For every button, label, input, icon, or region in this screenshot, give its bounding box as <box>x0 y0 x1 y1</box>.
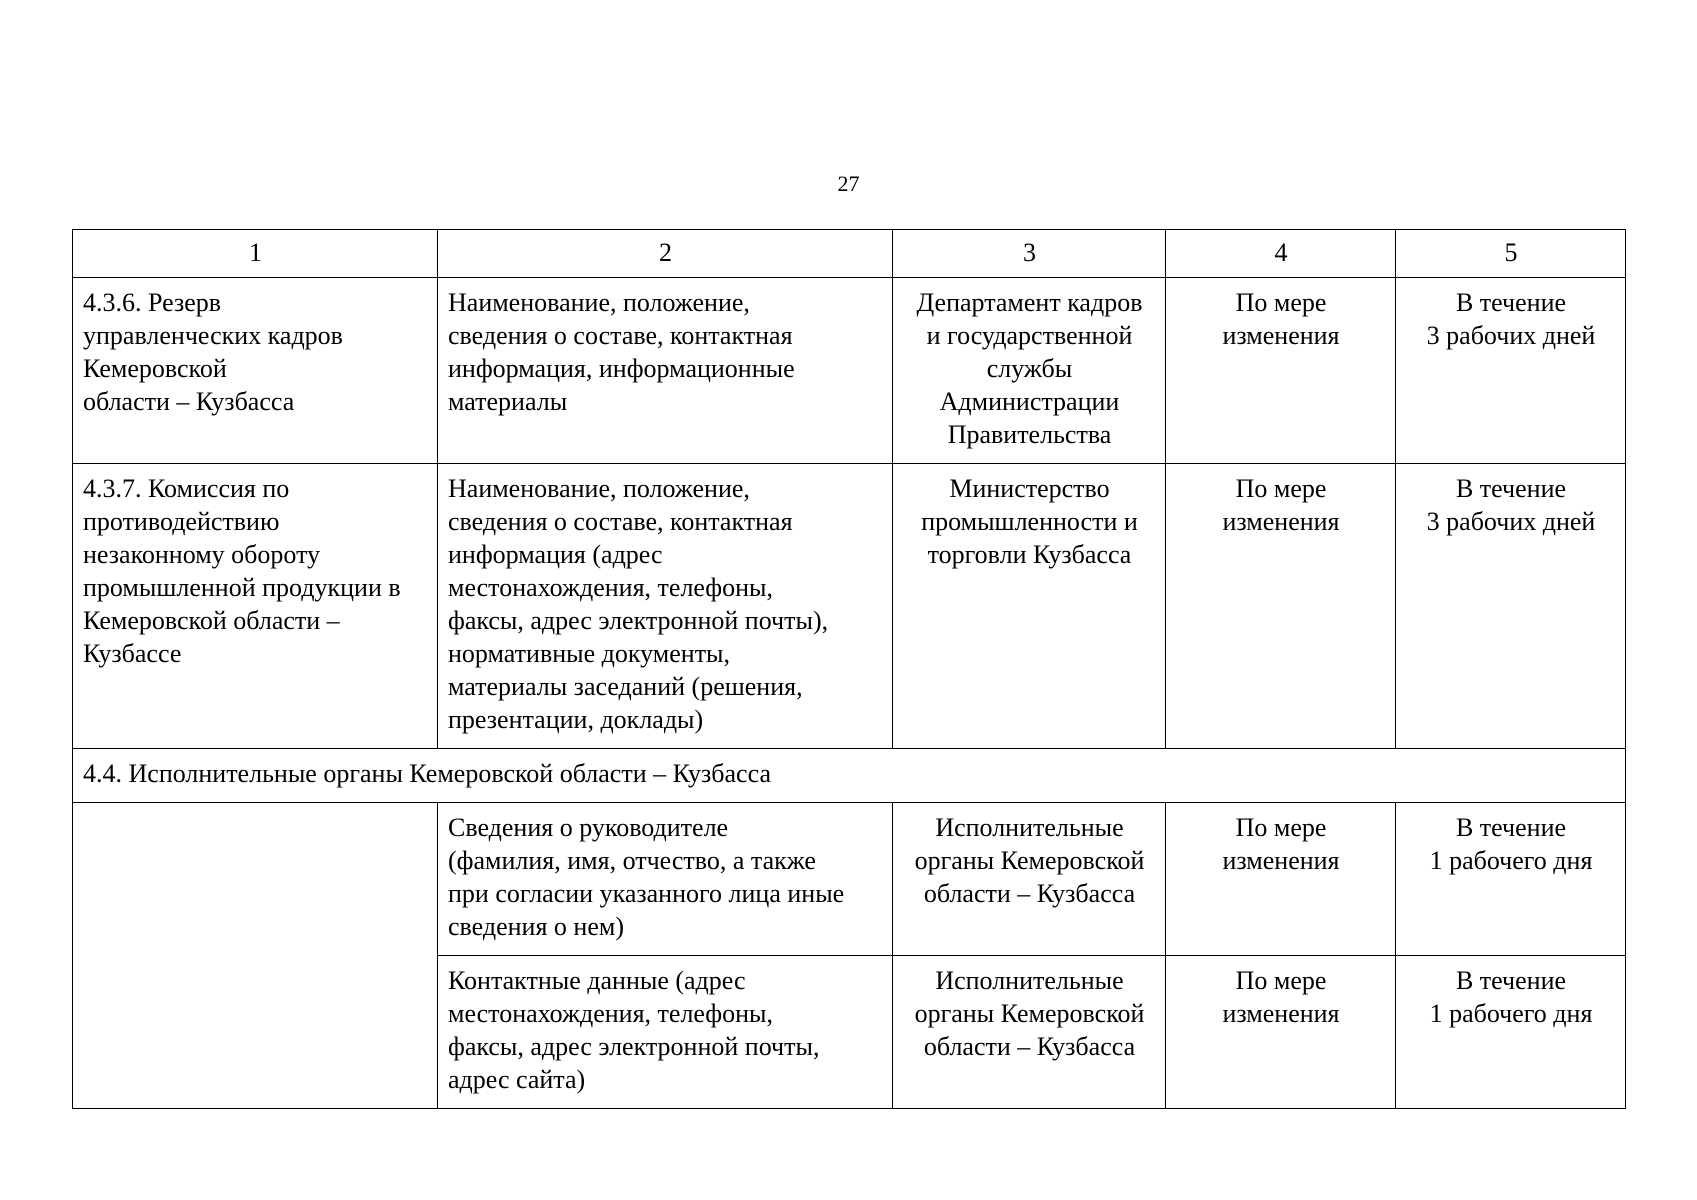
header-cell-3: 3 <box>893 230 1166 278</box>
header-cell-5: 5 <box>1396 230 1626 278</box>
header-cell-4: 4 <box>1166 230 1396 278</box>
cell-info-content: Сведения о руководителе (фамилия, имя, отчество, а также при согласии указанного лица иные сведения о нем) <box>438 803 893 956</box>
header-cell-2: 2 <box>438 230 893 278</box>
cell-responsible: Министерство промышленности и торговли Кузбасса <box>893 464 1166 749</box>
cell-deadline: В течение 3 рабочих дней <box>1396 278 1626 464</box>
cell-deadline: В течение 1 рабочего дня <box>1396 956 1626 1109</box>
table-section-row-4-4 <box>73 749 1626 803</box>
cell-responsible: Исполнительные органы Кемеровской области – Кузбасса <box>893 956 1166 1109</box>
cell-responsible: Департамент кадров и государственной службы Администрации Правительства <box>893 278 1166 464</box>
document-table <box>72 229 1626 1109</box>
cell-info-content: Контактные данные (адрес местонахождения, телефоны, факсы, адрес электронной почты, адрес сайта) <box>438 956 893 1109</box>
table-row-head-info <box>73 803 1626 956</box>
cell-info-content: Наименование, положение, сведения о составе, контактная информация, информационные материалы <box>438 278 893 464</box>
page-number: 27 <box>837 171 860 196</box>
cell-item-name: 4.3.6. Резерв управленческих кадров Кемеровской области – Кузбасса <box>73 278 438 464</box>
cell-frequency: По мере изменения <box>1166 464 1396 749</box>
cell-item-name: 4.3.7. Комиссия по противодействию незаконному обороту промышленной продукции в Кемеровской области – Кузбассе <box>73 464 438 749</box>
table-header-row <box>73 230 1626 278</box>
cell-deadline: В течение 1 рабочего дня <box>1396 803 1626 956</box>
cell-responsible: Исполнительные органы Кемеровской области – Кузбасса <box>893 803 1166 956</box>
cell-frequency: По мере изменения <box>1166 956 1396 1109</box>
header-cell-1: 1 <box>73 230 438 278</box>
table-row-4-3-6 <box>73 278 1626 464</box>
cell-deadline: В течение 3 рабочих дней <box>1396 464 1626 749</box>
cell-item-name-empty <box>73 803 438 1109</box>
table-row-4-3-7 <box>73 464 1626 749</box>
cell-frequency: По мере изменения <box>1166 803 1396 956</box>
cell-info-content: Наименование, положение, сведения о составе, контактная информация (адрес местонахождения, телефоны, факсы, адрес электронной почты), нормативные документы, материалы заседаний (решения, презентации, доклады) <box>438 464 893 749</box>
cell-frequency: По мере изменения <box>1166 278 1396 464</box>
section-heading: 4.4. Исполнительные органы Кемеровской области – Кузбасса <box>73 749 1626 803</box>
